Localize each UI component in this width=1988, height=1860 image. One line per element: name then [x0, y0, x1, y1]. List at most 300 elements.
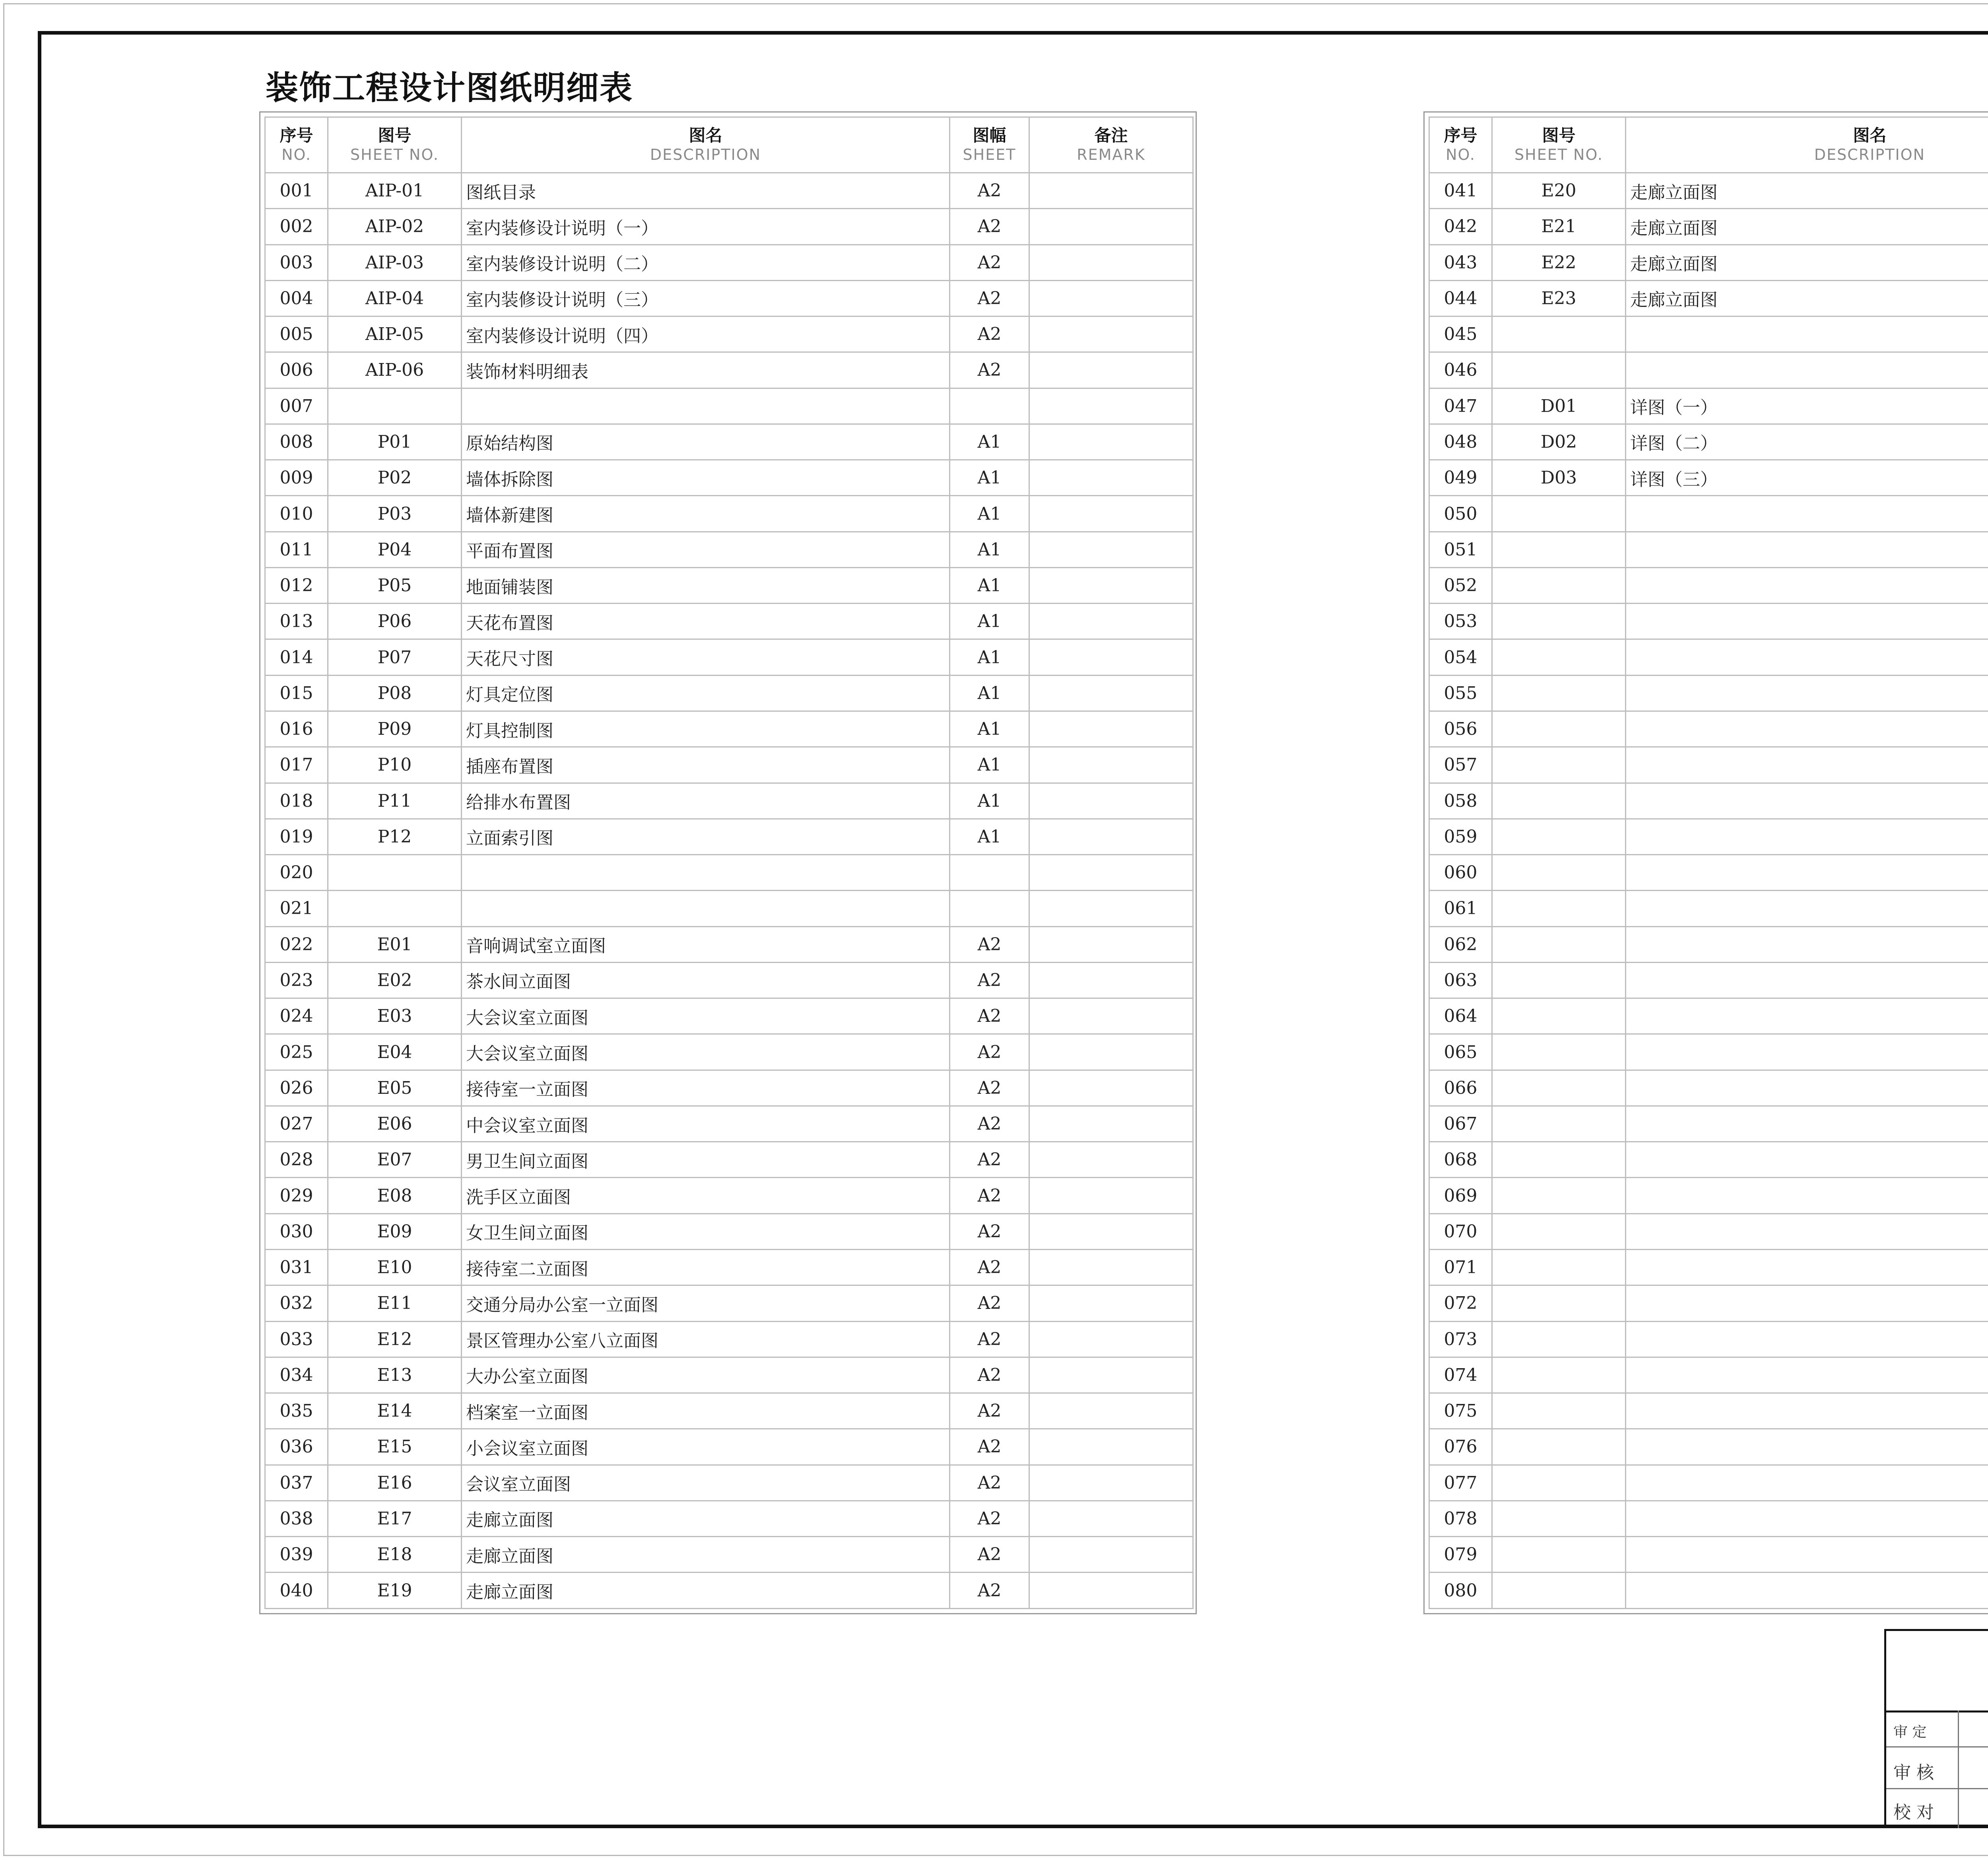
- row-sheet-size: [950, 891, 1029, 926]
- row-sheet-size: A2: [950, 1142, 1029, 1178]
- row-number: 020: [265, 855, 328, 891]
- row-sheet-no: [1492, 1106, 1626, 1142]
- row-sheet-size: A2: [950, 1501, 1029, 1536]
- table-row: [1429, 1321, 1988, 1357]
- row-remark: [1029, 926, 1193, 962]
- left-table-body: [265, 173, 1193, 1609]
- row-sheet-no: [1492, 747, 1626, 783]
- row-description: [1626, 352, 1988, 388]
- row-number: 009: [265, 460, 328, 496]
- row-description: 墙体新建图: [462, 496, 950, 532]
- row-sheet-size: A2: [950, 1070, 1029, 1106]
- row-sheet-size: A1: [950, 567, 1029, 603]
- row-sheet-no: E14: [328, 1393, 462, 1429]
- row-remark: [1029, 1573, 1193, 1609]
- row-sheet-no: E16: [328, 1465, 462, 1501]
- row-description: 室内装修设计说明（一）: [462, 209, 950, 245]
- row-description: [1626, 1537, 1988, 1573]
- row-number: 005: [265, 316, 328, 352]
- table-row: [1429, 496, 1988, 532]
- row-description: 室内装修设计说明（三）: [462, 280, 950, 316]
- row-description: [1626, 1106, 1988, 1142]
- row-description: [1626, 1429, 1988, 1465]
- row-sheet-no: P06: [328, 604, 462, 639]
- row-sheet-no: E09: [328, 1213, 462, 1249]
- row-sheet-no: [1492, 1357, 1626, 1393]
- table-row: [265, 1357, 1193, 1393]
- row-sheet-no: AIP-02: [328, 209, 462, 245]
- row-sheet-size: A2: [950, 1357, 1029, 1393]
- table-row: [265, 496, 1193, 532]
- table-row: [265, 747, 1193, 783]
- table-row: [1429, 1249, 1988, 1285]
- row-description: 地面铺装图: [462, 567, 950, 603]
- row-sheet-size: A2: [950, 1178, 1029, 1213]
- row-sheet-size: A2: [950, 1573, 1029, 1609]
- row-remark: [1029, 855, 1193, 891]
- row-sheet-size: A2: [950, 316, 1029, 352]
- col-header-sheet-no: 图号 SHEET NO.: [1492, 117, 1626, 173]
- row-sheet-no: [1492, 352, 1626, 388]
- row-sheet-no: [1492, 496, 1626, 532]
- row-description: [1626, 1142, 1988, 1178]
- row-description: 景区管理办公室八立面图: [462, 1321, 950, 1357]
- row-description: 走廊立面图: [1626, 245, 1988, 280]
- table-row: [1429, 1106, 1988, 1142]
- row-description: [1626, 567, 1988, 603]
- row-sheet-size: A1: [950, 675, 1029, 711]
- row-description: 走廊立面图: [1626, 173, 1988, 209]
- row-number: 040: [265, 1573, 328, 1609]
- table-row: [265, 460, 1193, 496]
- row-description: [1626, 532, 1988, 567]
- row-sheet-no: E01: [328, 926, 462, 962]
- row-description: 灯具控制图: [462, 711, 950, 747]
- row-remark: [1029, 424, 1193, 460]
- table-row: [265, 567, 1193, 603]
- row-description: 装饰材料明细表: [462, 352, 950, 388]
- row-sheet-no: E07: [328, 1142, 462, 1178]
- row-sheet-no: [1492, 855, 1626, 891]
- row-sheet-no: [1492, 1537, 1626, 1573]
- table-row: [265, 280, 1193, 316]
- row-remark: [1029, 1249, 1193, 1285]
- row-description: [1626, 711, 1988, 747]
- check-label: 校 对: [1893, 1802, 1934, 1823]
- col-header-no: 序号 NO.: [1429, 117, 1492, 173]
- table-row: [1429, 388, 1988, 424]
- row-description: [1626, 926, 1988, 962]
- table-row: [265, 926, 1193, 962]
- table-row: [1429, 1285, 1988, 1321]
- row-sheet-no: [1492, 998, 1626, 1034]
- row-number: 024: [265, 998, 328, 1034]
- table-row: [1429, 783, 1988, 819]
- table-row: [1429, 711, 1988, 747]
- row-number: 011: [265, 532, 328, 567]
- row-sheet-no: P02: [328, 460, 462, 496]
- row-sheet-size: A1: [950, 819, 1029, 854]
- row-description: 洗手区立面图: [462, 1178, 950, 1213]
- row-description: 灯具定位图: [462, 675, 950, 711]
- row-number: 060: [1429, 855, 1492, 891]
- row-number: 023: [265, 962, 328, 998]
- row-remark: [1029, 962, 1193, 998]
- table-row: [1429, 424, 1988, 460]
- row-number: 037: [265, 1465, 328, 1501]
- table-row: [265, 316, 1193, 352]
- row-description: [1626, 783, 1988, 819]
- row-description: 原始结构图: [462, 424, 950, 460]
- row-sheet-size: A1: [950, 532, 1029, 567]
- row-description: [462, 855, 950, 891]
- row-remark: [1029, 1429, 1193, 1465]
- row-description: [1626, 1573, 1988, 1609]
- table-row: [265, 675, 1193, 711]
- table-row: [265, 1178, 1193, 1213]
- row-sheet-no: P05: [328, 567, 462, 603]
- row-description: [1626, 496, 1988, 532]
- page-title: 装饰工程设计图纸明细表: [266, 69, 633, 107]
- row-sheet-no: E20: [1492, 173, 1626, 209]
- table-row: [265, 1285, 1193, 1321]
- row-sheet-no: [1492, 1178, 1626, 1213]
- table-row: [1429, 532, 1988, 567]
- row-number: 054: [1429, 639, 1492, 675]
- row-description: [462, 891, 950, 926]
- row-sheet-size: [950, 855, 1029, 891]
- row-sheet-size: A2: [950, 1537, 1029, 1573]
- table-row: [1429, 1034, 1988, 1070]
- row-number: 080: [1429, 1573, 1492, 1609]
- row-number: 078: [1429, 1501, 1492, 1536]
- row-description: [1626, 675, 1988, 711]
- row-number: 008: [265, 424, 328, 460]
- row-description: 室内装修设计说明（四）: [462, 316, 950, 352]
- table-row: [265, 783, 1193, 819]
- row-description: 茶水间立面图: [462, 962, 950, 998]
- row-sheet-size: A2: [950, 173, 1029, 209]
- row-description: 详图（一）: [1626, 388, 1988, 424]
- row-description: 图纸目录: [462, 173, 950, 209]
- table-row: [1429, 1573, 1988, 1609]
- table-row: [265, 1034, 1193, 1070]
- table-row: [265, 891, 1193, 926]
- row-sheet-no: E17: [328, 1501, 462, 1536]
- row-remark: [1029, 1285, 1193, 1321]
- row-sheet-no: [328, 388, 462, 424]
- row-sheet-no: AIP-03: [328, 245, 462, 280]
- row-number: 016: [265, 711, 328, 747]
- row-description: [1626, 998, 1988, 1034]
- row-description: 音响调试室立面图: [462, 926, 950, 962]
- row-remark: [1029, 747, 1193, 783]
- table-row: [1429, 819, 1988, 854]
- row-sheet-no: [1492, 1465, 1626, 1501]
- table-row: [1429, 855, 1988, 891]
- row-description: 接待室二立面图: [462, 1249, 950, 1285]
- right-table-body: [1429, 173, 1988, 1609]
- row-sheet-no: [1492, 1034, 1626, 1070]
- row-sheet-size: A2: [950, 1249, 1029, 1285]
- table-row: [265, 424, 1193, 460]
- row-description: [1626, 1070, 1988, 1106]
- row-sheet-no: [1492, 1142, 1626, 1178]
- row-sheet-no: [1492, 711, 1626, 747]
- row-sheet-no: P04: [328, 532, 462, 567]
- row-remark: [1029, 639, 1193, 675]
- row-description: [1626, 1178, 1988, 1213]
- row-description: [1626, 855, 1988, 891]
- row-sheet-size: A1: [950, 711, 1029, 747]
- table-row: [265, 1070, 1193, 1106]
- row-description: [1626, 747, 1988, 783]
- col-header-remark: 备注 REMARK: [1029, 117, 1193, 173]
- table-row: [1429, 1213, 1988, 1249]
- row-description: 小会议室立面图: [462, 1429, 950, 1465]
- row-description: 立面索引图: [462, 819, 950, 854]
- row-sheet-no: D03: [1492, 460, 1626, 496]
- row-sheet-no: E15: [328, 1429, 462, 1465]
- table-row: [265, 173, 1193, 209]
- title-block: [1884, 1629, 1988, 1828]
- row-sheet-no: E06: [328, 1106, 462, 1142]
- row-sheet-no: P03: [328, 496, 462, 532]
- table-row: [1429, 173, 1988, 209]
- row-sheet-no: [328, 891, 462, 926]
- table-row: [265, 639, 1193, 675]
- row-number: 019: [265, 819, 328, 854]
- row-number: 007: [265, 388, 328, 424]
- row-description: [1626, 891, 1988, 926]
- row-description: [1626, 316, 1988, 352]
- row-description: 天花尺寸图: [462, 639, 950, 675]
- row-remark: [1029, 711, 1193, 747]
- row-number: 050: [1429, 496, 1492, 532]
- row-description: [1626, 1213, 1988, 1249]
- row-sheet-size: A1: [950, 747, 1029, 783]
- table-row: [1429, 1501, 1988, 1536]
- row-number: 010: [265, 496, 328, 532]
- row-sheet-size: A1: [950, 460, 1029, 496]
- row-sheet-no: E11: [328, 1285, 462, 1321]
- table-row: [1429, 352, 1988, 388]
- table-row: [1429, 962, 1988, 998]
- row-number: 033: [265, 1321, 328, 1357]
- table-row: [1429, 675, 1988, 711]
- row-description: [1626, 819, 1988, 854]
- row-remark: [1029, 891, 1193, 926]
- row-sheet-no: [1492, 316, 1626, 352]
- row-remark: [1029, 1213, 1193, 1249]
- row-sheet-size: A2: [950, 926, 1029, 962]
- row-sheet-no: P11: [328, 783, 462, 819]
- row-sheet-no: [1492, 1501, 1626, 1536]
- row-number: 059: [1429, 819, 1492, 854]
- row-description: 给排水布置图: [462, 783, 950, 819]
- row-description: 大会议室立面图: [462, 1034, 950, 1070]
- row-number: 069: [1429, 1178, 1492, 1213]
- row-number: 079: [1429, 1537, 1492, 1573]
- row-number: 028: [265, 1142, 328, 1178]
- col-header-description: 图名 DESCRIPTION: [462, 117, 950, 173]
- table-row: [265, 1106, 1193, 1142]
- row-number: 012: [265, 567, 328, 603]
- table-row: [1429, 747, 1988, 783]
- row-number: 052: [1429, 567, 1492, 603]
- row-number: 031: [265, 1249, 328, 1285]
- row-description: 走廊立面图: [1626, 280, 1988, 316]
- row-sheet-no: P09: [328, 711, 462, 747]
- table-row: [1429, 1393, 1988, 1429]
- row-remark: [1029, 1070, 1193, 1106]
- row-number: 070: [1429, 1213, 1492, 1249]
- row-sheet-no: E08: [328, 1178, 462, 1213]
- row-sheet-no: E12: [328, 1321, 462, 1357]
- row-description: [1626, 1321, 1988, 1357]
- row-sheet-size: A2: [950, 998, 1029, 1034]
- row-sheet-no: [1492, 1213, 1626, 1249]
- row-sheet-no: [1492, 1321, 1626, 1357]
- row-sheet-no: [1492, 819, 1626, 854]
- row-number: 003: [265, 245, 328, 280]
- row-sheet-size: A2: [950, 1429, 1029, 1465]
- row-sheet-size: A1: [950, 639, 1029, 675]
- row-number: 022: [265, 926, 328, 962]
- row-number: 015: [265, 675, 328, 711]
- row-sheet-size: A2: [950, 1106, 1029, 1142]
- row-remark: [1029, 173, 1193, 209]
- row-remark: [1029, 567, 1193, 603]
- row-number: 043: [1429, 245, 1492, 280]
- row-sheet-size: A2: [950, 352, 1029, 388]
- row-number: 067: [1429, 1106, 1492, 1142]
- row-remark: [1029, 316, 1193, 352]
- row-description: 走廊立面图: [462, 1501, 950, 1536]
- left-table-frame: [259, 111, 1197, 1614]
- row-sheet-no: [1492, 1070, 1626, 1106]
- row-sheet-no: E10: [328, 1249, 462, 1285]
- row-sheet-no: AIP-01: [328, 173, 462, 209]
- row-sheet-no: E04: [328, 1034, 462, 1070]
- row-number: 057: [1429, 747, 1492, 783]
- table-row: [265, 209, 1193, 245]
- row-sheet-size: A2: [950, 1285, 1029, 1321]
- table-row: [265, 1393, 1193, 1429]
- row-sheet-no: [1492, 962, 1626, 998]
- row-number: 073: [1429, 1321, 1492, 1357]
- row-sheet-size: A1: [950, 604, 1029, 639]
- table-row: [1429, 1537, 1988, 1573]
- row-number: 042: [1429, 209, 1492, 245]
- row-number: 072: [1429, 1285, 1492, 1321]
- table-row: [1429, 998, 1988, 1034]
- row-sheet-no: E22: [1492, 245, 1626, 280]
- row-number: 027: [265, 1106, 328, 1142]
- row-number: 056: [1429, 711, 1492, 747]
- row-sheet-size: A2: [950, 245, 1029, 280]
- right-drawing-list-table: [1429, 116, 1988, 1609]
- row-sheet-no: [1492, 1393, 1626, 1429]
- row-number: 074: [1429, 1357, 1492, 1393]
- row-description: 插座布置图: [462, 747, 950, 783]
- row-sheet-no: D01: [1492, 388, 1626, 424]
- row-number: 048: [1429, 424, 1492, 460]
- row-number: 064: [1429, 998, 1492, 1034]
- row-remark: [1029, 532, 1193, 567]
- row-sheet-no: E23: [1492, 280, 1626, 316]
- table-row: [265, 1573, 1193, 1609]
- table-row: [1429, 1070, 1988, 1106]
- table-row: [1429, 316, 1988, 352]
- row-description: 大会议室立面图: [462, 998, 950, 1034]
- row-number: 055: [1429, 675, 1492, 711]
- right-table-header: [1429, 117, 1988, 173]
- row-sheet-size: A2: [950, 1393, 1029, 1429]
- row-remark: [1029, 1393, 1193, 1429]
- row-sheet-no: [1492, 639, 1626, 675]
- row-number: 066: [1429, 1070, 1492, 1106]
- row-number: 063: [1429, 962, 1492, 998]
- table-row: [265, 1213, 1193, 1249]
- left-table-header: [265, 117, 1193, 173]
- row-remark: [1029, 209, 1193, 245]
- right-table-frame: [1423, 111, 1988, 1614]
- row-number: 044: [1429, 280, 1492, 316]
- row-sheet-no: D02: [1492, 424, 1626, 460]
- table-row: [265, 1321, 1193, 1357]
- table-row: [1429, 209, 1988, 245]
- table-row: [265, 1142, 1193, 1178]
- row-number: 058: [1429, 783, 1492, 819]
- table-row: [265, 1429, 1193, 1465]
- row-description: [1626, 1357, 1988, 1393]
- row-sheet-no: P10: [328, 747, 462, 783]
- row-sheet-no: [1492, 604, 1626, 639]
- table-row: [265, 604, 1193, 639]
- row-remark: [1029, 819, 1193, 854]
- row-number: 013: [265, 604, 328, 639]
- row-sheet-no: [1492, 926, 1626, 962]
- row-sheet-no: E21: [1492, 209, 1626, 245]
- row-description: [462, 388, 950, 424]
- table-row: [265, 855, 1193, 891]
- row-number: 051: [1429, 532, 1492, 567]
- row-description: 接待室一立面图: [462, 1070, 950, 1106]
- row-remark: [1029, 1465, 1193, 1501]
- table-row: [1429, 245, 1988, 280]
- row-number: 001: [265, 173, 328, 209]
- table-row: [1429, 891, 1988, 926]
- row-description: [1626, 962, 1988, 998]
- row-sheet-size: A2: [950, 209, 1029, 245]
- row-description: 平面布置图: [462, 532, 950, 567]
- col-header-sheet-no: 图号 SHEET NO.: [328, 117, 462, 173]
- row-description: [1626, 1285, 1988, 1321]
- row-description: 男卫生间立面图: [462, 1142, 950, 1178]
- row-number: 062: [1429, 926, 1492, 962]
- row-sheet-no: P12: [328, 819, 462, 854]
- row-description: 室内装修设计说明（二）: [462, 245, 950, 280]
- row-description: 交通分局办公室一立面图: [462, 1285, 950, 1321]
- row-sheet-no: AIP-06: [328, 352, 462, 388]
- row-remark: [1029, 1321, 1193, 1357]
- row-description: 档案室一立面图: [462, 1393, 950, 1429]
- row-number: 039: [265, 1537, 328, 1573]
- row-description: 详图（二）: [1626, 424, 1988, 460]
- row-number: 045: [1429, 316, 1492, 352]
- row-sheet-no: P01: [328, 424, 462, 460]
